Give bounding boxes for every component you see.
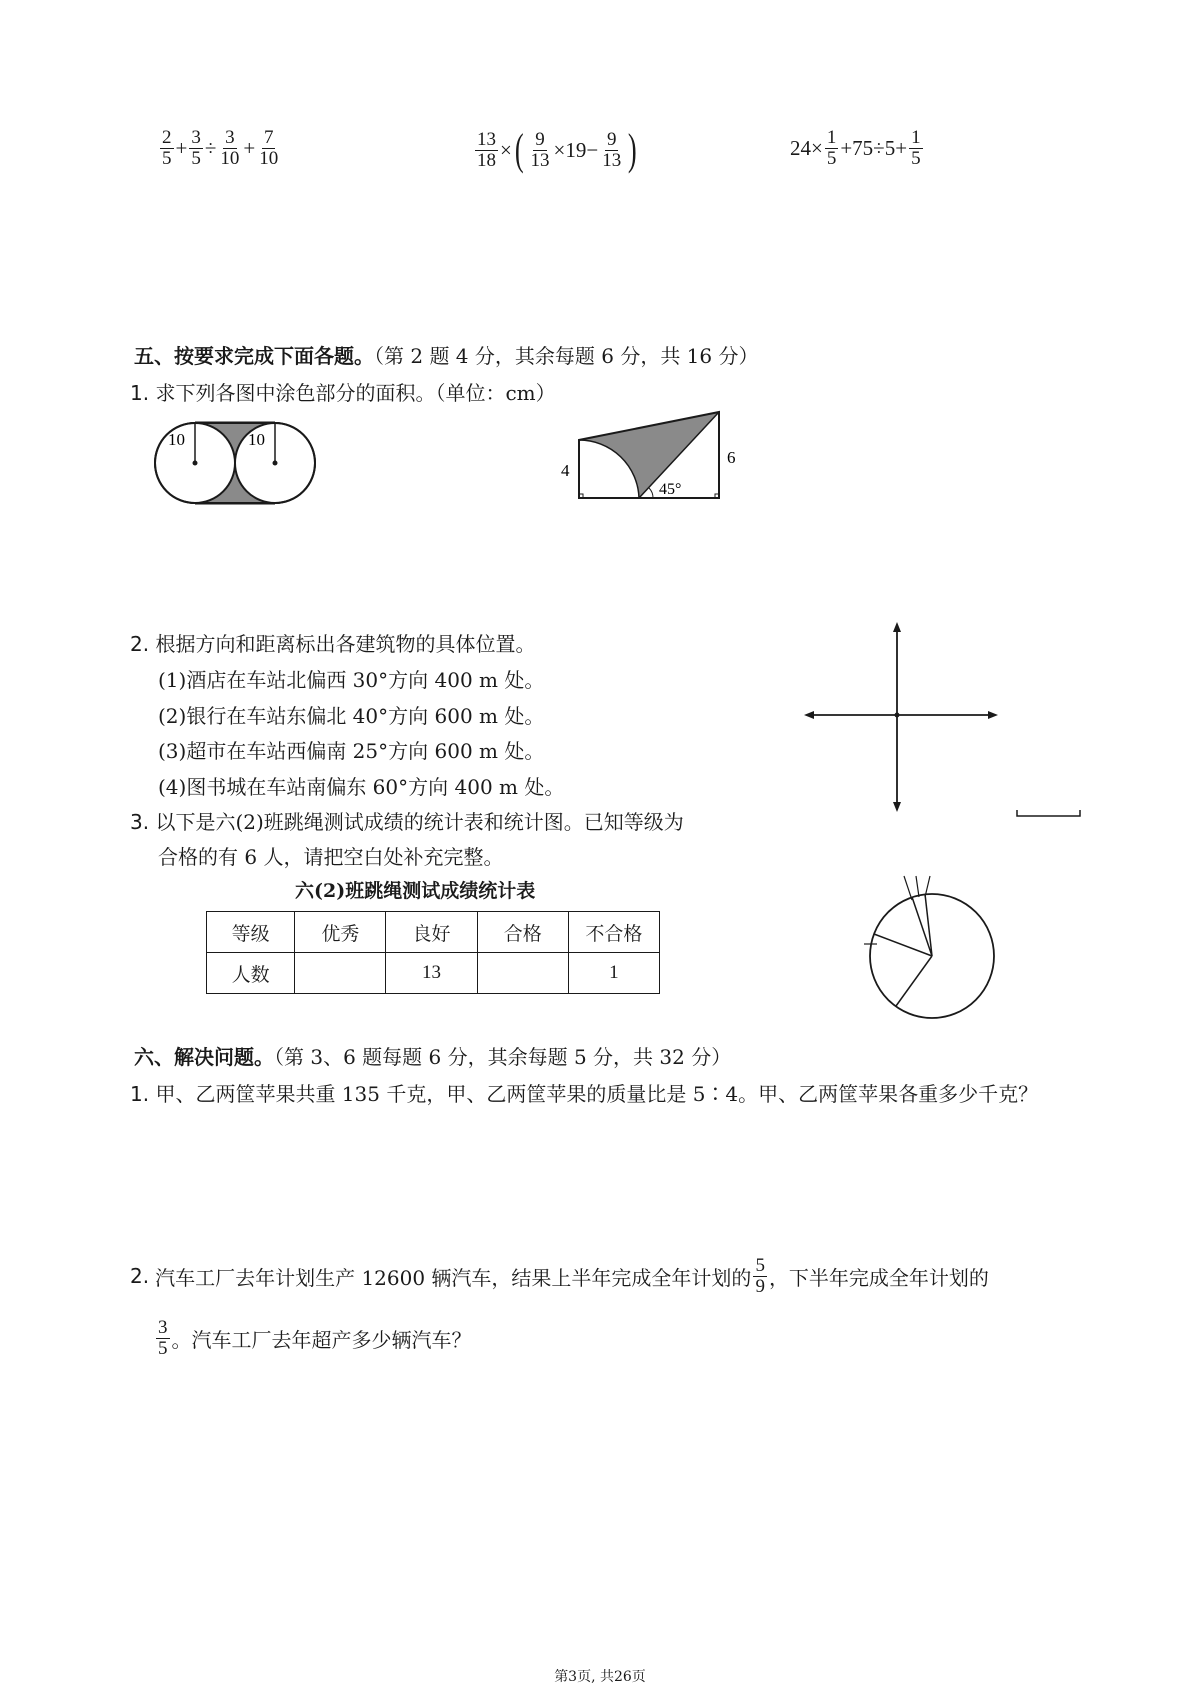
question-6-2 <box>130 1256 989 1297</box>
section-title: 六、解决问题。 <box>134 1045 274 1069</box>
numerator: 1 <box>911 127 921 148</box>
table-cell: 优秀 <box>295 912 386 953</box>
question-5-3 <box>130 806 684 835</box>
section-note: （第 2 题 4 分，其余每题 6 分，共 16 分） <box>374 344 759 368</box>
expression-1 <box>158 128 282 169</box>
fraction <box>753 1256 767 1297</box>
side-label-left: 4 <box>561 461 570 480</box>
label-leader <box>916 876 919 897</box>
numerator: 13 <box>477 128 496 150</box>
section-title: 五、按要求完成下面各题。 <box>134 344 374 368</box>
denominator: 5 <box>162 147 172 169</box>
expression-2 <box>473 125 640 174</box>
denominator: 10 <box>220 147 240 169</box>
pie-chart <box>720 868 1100 1028</box>
label-leader <box>904 876 912 900</box>
north-arrow <box>893 622 901 632</box>
question-6-1 <box>130 1078 1038 1107</box>
two-circles-figure <box>150 415 320 511</box>
station-point <box>895 713 900 718</box>
table-cell: 合格 <box>477 912 568 953</box>
numerator: 9 <box>535 128 545 150</box>
right-center-dot <box>273 461 278 466</box>
numerator: 1 <box>826 127 837 148</box>
shaded-region <box>579 412 719 498</box>
question-number: 3. <box>130 810 150 834</box>
scale-bar <box>1017 810 1080 816</box>
question-text: 求下列各图中涂色部分的面积。（单位：cm） <box>155 381 556 405</box>
operator: + <box>243 135 256 160</box>
compass-diagram <box>770 618 1100 828</box>
question-text: 汽车工厂去年计划生产 12600 辆汽车，结果上半年完成全年计划的 <box>155 1265 752 1290</box>
expression-3 <box>790 128 925 169</box>
question-text-continued: 合格的有 6 人，请把空白处补充完整。 <box>158 845 504 869</box>
left-paren: ( <box>514 125 524 174</box>
question-text: ，下半年完成全年计划的 <box>768 1265 989 1290</box>
operator: ÷ <box>204 135 217 160</box>
question-text: 甲、乙两筐苹果共重 135 千克，甲、乙两筐苹果的质量比是 5∶4。甲、乙两筐苹果各重多少千克？ <box>155 1082 1039 1106</box>
side-label-right: 6 <box>727 448 736 467</box>
question-text: 根据方向和距离标出各建筑物的具体位置。 <box>155 632 536 656</box>
question-text: 。汽车工厂去年超产多少辆汽车？ <box>171 1327 472 1352</box>
question-number: 1. <box>130 381 150 405</box>
page-footer: 第3页, 共26页 <box>554 1669 646 1685</box>
denominator: 5 <box>826 147 837 169</box>
question-number: 2. <box>130 1264 150 1289</box>
question-number: 2. <box>130 632 150 656</box>
east-arrow <box>988 711 998 719</box>
left-center-dot <box>193 461 198 466</box>
numerator: 2 <box>162 127 172 148</box>
denominator: 5 <box>158 1337 168 1359</box>
numerator: 3 <box>225 127 235 148</box>
question-text: 以下是六(2)班跳绳测试成绩的统计表和统计图。已知等级为 <box>155 810 684 834</box>
table-cell-blank[interactable] <box>295 953 386 994</box>
angle-label: 45° <box>659 481 682 498</box>
denominator: 5 <box>191 147 201 169</box>
radius-label-right: 10 <box>248 430 265 449</box>
question-6-2-continued <box>154 1318 472 1359</box>
operator: × <box>500 137 512 162</box>
question-5-2 <box>130 628 535 657</box>
numerator: 5 <box>755 1255 765 1276</box>
operator: 24× <box>790 135 823 160</box>
denominator: 5 <box>911 147 921 169</box>
stat-table <box>206 911 660 994</box>
numerator: 3 <box>158 1317 168 1338</box>
table-row <box>207 953 660 994</box>
operator: + <box>175 135 188 160</box>
west-arrow <box>804 711 814 719</box>
table-header-row <box>207 912 660 953</box>
table-cell: 1 <box>568 953 659 994</box>
denominator: 18 <box>477 149 496 171</box>
right-paren: ) <box>628 125 637 174</box>
section-6-heading <box>134 1041 731 1070</box>
numerator: 9 <box>606 128 617 150</box>
q2-item-bank: (2)银行在车站东偏北 40°方向 600 m 处。 <box>158 704 545 728</box>
denominator: 10 <box>259 147 279 169</box>
radius-label-left: 10 <box>168 430 185 449</box>
denominator: 13 <box>530 149 550 171</box>
south-arrow <box>893 802 901 812</box>
q2-item-supermarket: (3)超市在车站西偏南 25°方向 600 m 处。 <box>158 739 545 763</box>
denominator: 9 <box>755 1275 765 1297</box>
numerator: 3 <box>191 127 201 148</box>
section-note: （第 3、6 题每题 6 分，其余每题 5 分，共 32 分） <box>274 1045 732 1069</box>
operator: ×19− <box>553 137 599 162</box>
table-cell: 不合格 <box>568 912 659 953</box>
operator: +75÷5+ <box>840 135 908 160</box>
q2-item-hotel: (1)酒店在车站北偏西 30°方向 400 m 处。 <box>158 668 545 692</box>
table-cell: 良好 <box>386 912 477 953</box>
question-5-1 <box>130 377 556 406</box>
table-cell: 等级 <box>207 912 295 953</box>
fraction <box>156 1318 170 1359</box>
numerator: 7 <box>263 127 274 148</box>
denominator: 13 <box>602 149 622 171</box>
table-title: 六(2)班跳绳测试成绩统计表 <box>295 880 536 902</box>
table-cell-blank[interactable] <box>477 953 568 994</box>
question-number: 1. <box>130 1082 150 1106</box>
trapezoid-figure <box>555 404 755 504</box>
q2-item-bookstore: (4)图书城在车站南偏东 60°方向 400 m 处。 <box>158 775 565 799</box>
table-cell: 13 <box>386 953 477 994</box>
section-5-heading <box>134 340 758 369</box>
table-cell: 人数 <box>207 953 295 994</box>
